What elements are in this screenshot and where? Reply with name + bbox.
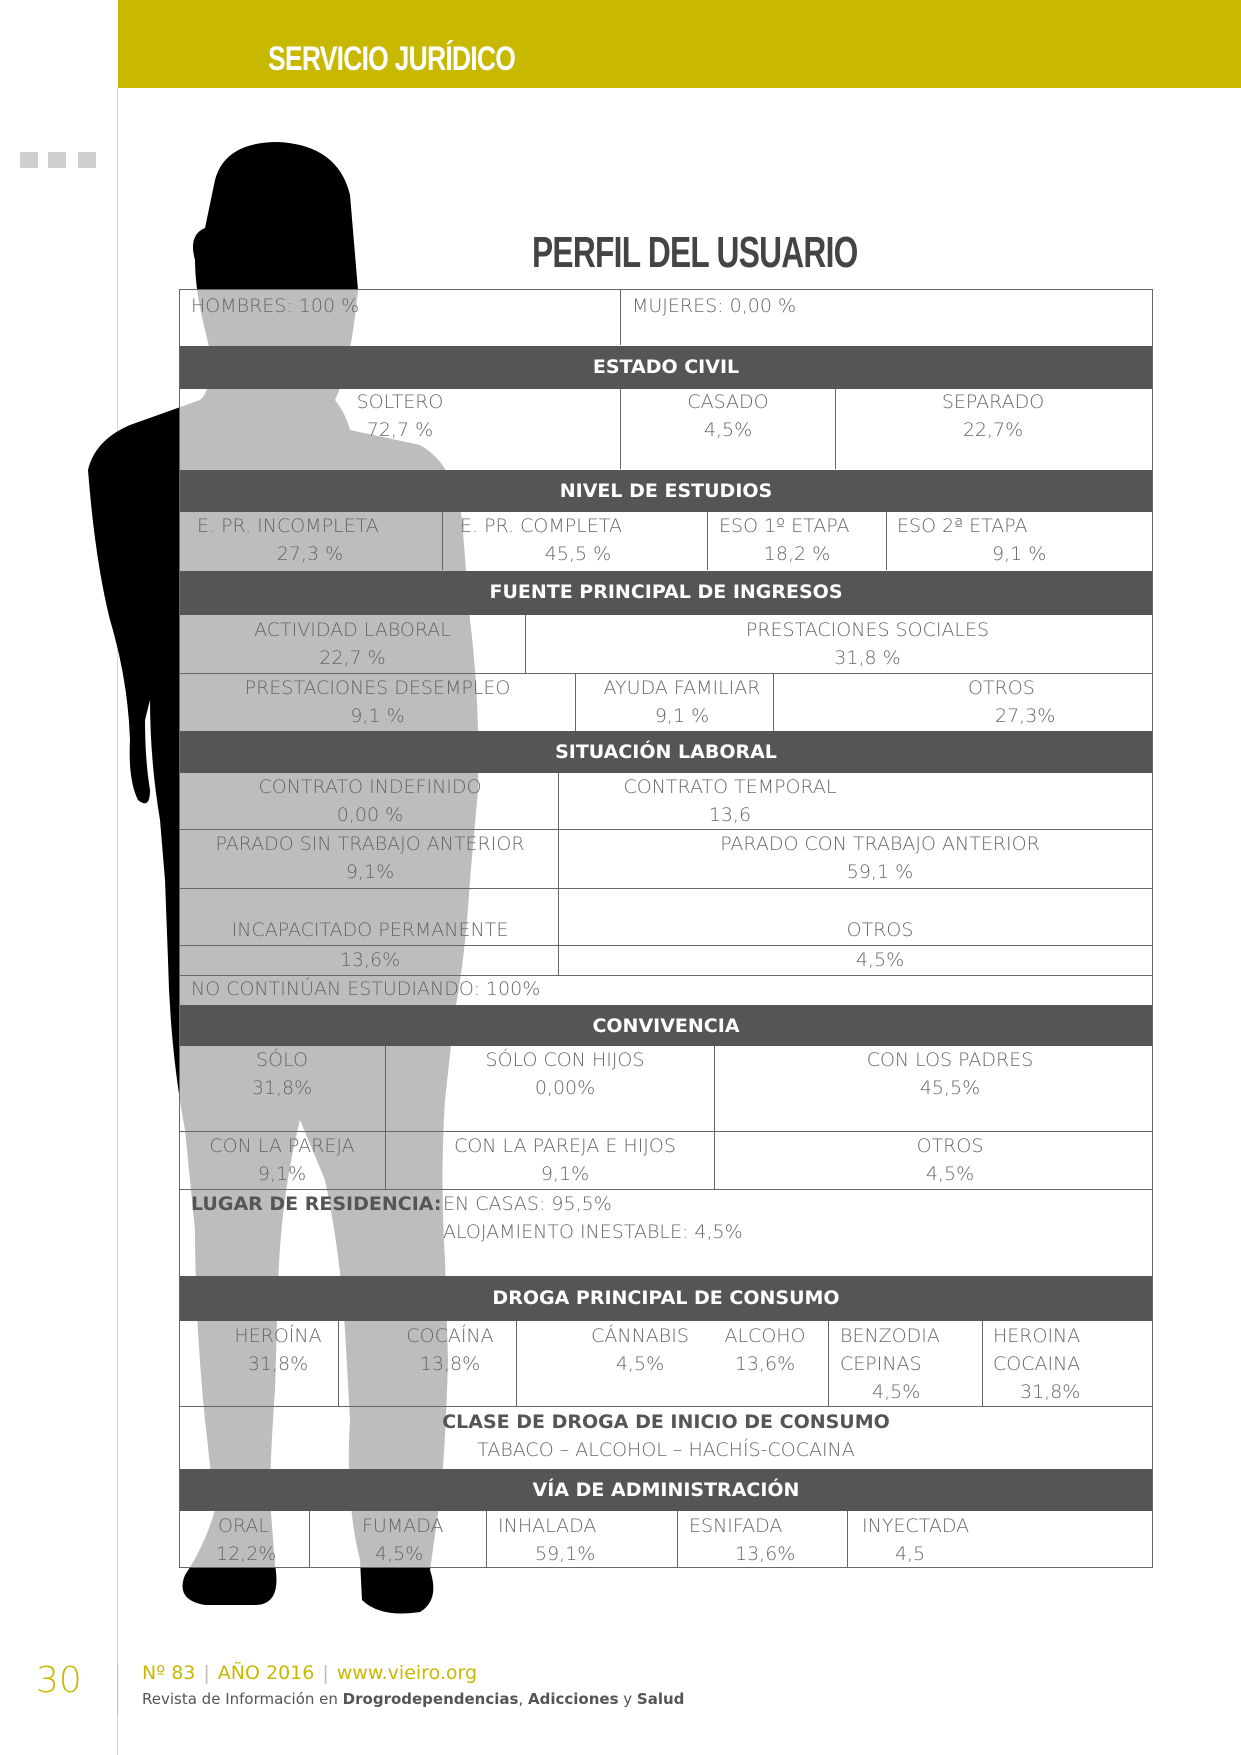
website-link[interactable]: www.vieiro.org — [336, 1662, 478, 1684]
convivencia-label: OTROS — [916, 1135, 984, 1157]
magazine-text: , — [518, 1690, 528, 1708]
issue-year: AÑO 2016 — [217, 1662, 315, 1684]
section-heading: SITUACIÓN LABORAL — [555, 741, 777, 763]
droga-value: 31,8% — [247, 1353, 309, 1375]
hombres-value: HOMBRES: 100 % — [191, 295, 360, 317]
magazine-text: Salud — [636, 1690, 685, 1708]
soltero-label: SOLTERO — [356, 391, 444, 413]
convivencia-label: SÓLO — [256, 1049, 308, 1071]
section-heading: VÍA DE ADMINISTRACIÓN — [532, 1479, 800, 1501]
droga-label: COCAÍNA — [406, 1325, 494, 1347]
convivencia-label: CON LOS PADRES — [866, 1049, 1034, 1071]
magazine-name — [142, 1690, 684, 1708]
residencia-value: EN CASAS: 95,5% — [443, 1193, 612, 1215]
estudio-value: 27,3 % — [276, 543, 344, 565]
droga-value: 4,5% — [615, 1353, 665, 1375]
via-label: ORAL — [218, 1515, 269, 1537]
estudiando-value: NO CONTINÚAN ESTUDIANDO: 100% — [191, 978, 541, 1000]
via-value: 4,5% — [375, 1543, 424, 1565]
droga-label: HEROÍNA — [234, 1325, 322, 1347]
droga-value: 4,5% — [872, 1381, 921, 1403]
estudio-value: 45,5 % — [544, 543, 612, 565]
page-number: 30 — [36, 1660, 82, 1701]
casado-label: CASADO — [687, 391, 769, 413]
laboral-label: PARADO CON TRABAJO ANTERIOR — [720, 833, 1040, 855]
ingreso-label: AYUDA FAMILIAR — [603, 677, 761, 699]
droga-value: 31,8% — [1020, 1381, 1081, 1403]
droga-label: ALCOHO — [724, 1325, 806, 1347]
estudio-label: E. PR. INCOMPLETA — [197, 515, 379, 537]
laboral-label: PARADO SIN TRABAJO ANTERIOR — [215, 833, 525, 855]
estudio-label: E. PR. COMPLETA — [460, 515, 622, 537]
laboral-value: 59,1 % — [846, 861, 914, 883]
droga-label: CEPINAS — [840, 1353, 922, 1375]
inicio-heading: CLASE DE DROGA DE INICIO DE CONSUMO — [442, 1411, 890, 1433]
magazine-text: Adicciones — [528, 1690, 619, 1708]
estudio-value: 9,1 % — [992, 543, 1047, 565]
convivencia-value: 9,1% — [540, 1163, 590, 1185]
magazine-text: Revista de Información en — [142, 1690, 343, 1708]
laboral-label: INCAPACITADO PERMANENTE — [231, 919, 509, 941]
via-value: 59,1% — [535, 1543, 596, 1565]
page-title: PERFIL DEL USUARIO — [532, 228, 858, 277]
section-heading: DROGA PRINCIPAL DE CONSUMO — [492, 1287, 840, 1309]
laboral-value: 13,6% — [339, 949, 401, 971]
section-heading: ESTADO CIVIL — [592, 356, 740, 378]
issue-number: Nº 83 — [142, 1662, 196, 1684]
ingreso-label: PRESTACIONES DESEMPLEO — [244, 677, 511, 699]
laboral-label: CONTRATO TEMPORAL — [623, 776, 837, 798]
ingreso-label: ACTIVIDAD LABORAL — [254, 619, 451, 641]
convivencia-value: 4,5% — [925, 1163, 975, 1185]
ingreso-value: 9,1 % — [350, 705, 405, 727]
via-label: INYECTADA — [862, 1515, 970, 1537]
section-heading: NIVEL DE ESTUDIOS — [559, 480, 773, 502]
ingreso-label: PRESTACIONES SOCIALES — [745, 619, 990, 641]
convivencia-value: 0,00% — [534, 1077, 596, 1099]
soltero-value: 72,7 % — [366, 419, 434, 441]
via-label: ESNIFADA — [689, 1515, 783, 1537]
droga-value: 13,6% — [734, 1353, 796, 1375]
convivencia-label: CON LA PAREJA E HIJOS — [454, 1135, 676, 1157]
laboral-value: 9,1% — [345, 861, 395, 883]
droga-label: COCAINA — [993, 1353, 1081, 1375]
droga-label: HEROINA — [993, 1325, 1081, 1347]
separado-value: 22,7% — [962, 419, 1024, 441]
laboral-value: 0,00 % — [336, 804, 404, 826]
footer-issue-line: Nº 83 | AÑO 2016 | www.vieiro.org — [142, 1662, 478, 1684]
droga-value: 13,8% — [419, 1353, 481, 1375]
laboral-value: 4,5% — [855, 949, 905, 971]
magazine-text: y — [618, 1690, 637, 1708]
convivencia-label: SÓLO CON HIJOS — [485, 1049, 645, 1071]
section-title: SERVICIO JURÍDICO — [268, 40, 516, 78]
convivencia-value: 31,8% — [251, 1077, 313, 1099]
via-value: 12,2% — [216, 1543, 277, 1565]
ingreso-value: 31,8 % — [834, 647, 901, 669]
inicio-value: TABACO – ALCOHOL – HACHÍS-COCAINA — [477, 1439, 855, 1461]
ingreso-value: 9,1 % — [654, 705, 710, 727]
laboral-label: OTROS — [846, 919, 914, 941]
separado-label: SEPARADO — [941, 391, 1045, 413]
ingreso-label: OTROS — [968, 677, 1035, 699]
convivencia-value: 9,1% — [257, 1163, 307, 1185]
via-label: FUMADA — [362, 1515, 444, 1537]
ingreso-value: 22,7 % — [319, 647, 386, 669]
droga-label: CÁNNABIS — [591, 1325, 689, 1347]
casado-value: 4,5% — [703, 419, 753, 441]
residencia-value: ALOJAMIENTO INESTABLE: 4,5% — [443, 1221, 743, 1243]
laboral-value: 13,6 — [708, 804, 752, 826]
section-heading: CONVIVENCIA — [592, 1015, 740, 1037]
estudio-value: 18,2 % — [763, 543, 831, 565]
via-value: 4,5 — [895, 1543, 926, 1565]
ingreso-value: 27,3% — [995, 705, 1056, 727]
estudio-label: ESO 1º ETAPA — [719, 515, 850, 537]
laboral-label: CONTRATO INDEFINIDO — [258, 776, 482, 798]
residencia-label: LUGAR DE RESIDENCIA: — [191, 1193, 442, 1215]
convivencia-label: CON LA PAREJA — [209, 1135, 355, 1157]
droga-label: BENZODIA — [840, 1325, 940, 1347]
section-heading: FUENTE PRINCIPAL DE INGRESOS — [489, 581, 843, 603]
convivencia-value: 45,5% — [919, 1077, 981, 1099]
via-value: 13,6% — [735, 1543, 796, 1565]
footer-divider — [117, 1664, 118, 1714]
via-label: INHALADA — [498, 1515, 597, 1537]
mujeres-value: MUJERES: 0,00 % — [632, 295, 797, 317]
estudio-label: ESO 2ª ETAPA — [897, 515, 1028, 537]
magazine-text: Drogrodependencias — [342, 1690, 519, 1708]
